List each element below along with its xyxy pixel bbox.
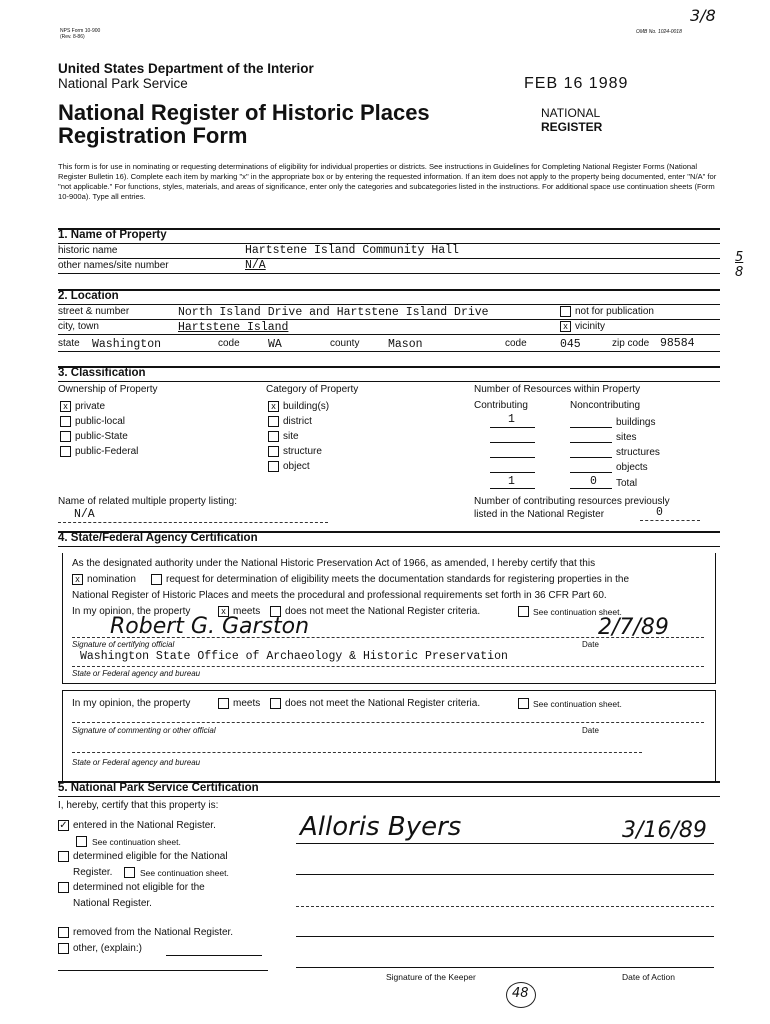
noncontributing-objects-line (570, 472, 612, 473)
row-total-label: Total (616, 478, 638, 489)
previously-listed-label1: Number of contributing resources previously (474, 496, 670, 507)
section1-heading: 1. Name of Property (58, 229, 167, 241)
certifying-date-label: Date (582, 640, 599, 649)
comment-does-not-meet-checkbox[interactable] (270, 698, 281, 709)
certifying-date-value: 2/7/89 (598, 615, 669, 640)
contributing-heading: Contributing (474, 400, 528, 411)
contributing-structures-line (490, 457, 535, 458)
other-signature-line (296, 967, 714, 968)
contributing-total-value: 1 (508, 475, 515, 488)
ownership-heading: Ownership of Property (58, 384, 158, 395)
section2-heading-rule (58, 304, 720, 305)
certifying-agency-label: State or Federal agency and bureau (72, 669, 201, 678)
ownership-public-federal-checkbox[interactable] (60, 446, 71, 457)
eligible-continuation-label: See continuation sheet. (140, 868, 229, 878)
instructions-paragraph: This form is for use in nominating or requesting determinations of eligibility for individual properties or districts. See instructions in Guidelines for Completing National Register Forms (National Register Bulletin 16). Complete each item by marking "x" in the appropriate box or by entering the requested information. If an item does not apply to the property being documented, enter "N/A" for "not applicable." For functions, styles, materials, and areas of significance, enter only the categories and subcategories listed in the instructions. For additional space use continuation sheets (Form 10-900a). Type all entries. (58, 162, 717, 201)
other-names-value: N/A (245, 259, 266, 272)
removed-checkbox[interactable] (58, 927, 69, 938)
comment-date-label: Date (582, 726, 599, 735)
related-listing-line (58, 522, 328, 523)
state-code-value: WA (268, 338, 282, 351)
determined-not-eligible-label2: National Register. (73, 898, 152, 909)
category-structure-label: structure (283, 446, 322, 457)
state-rule (58, 351, 720, 352)
section2-top-rule (58, 289, 720, 291)
state-value: Washington (92, 338, 162, 351)
ownership-public-federal-label: public-Federal (75, 446, 139, 457)
eligible-signature-line (296, 874, 714, 875)
other-label: other, (explain:) (73, 943, 142, 954)
page-number: 48 (512, 986, 529, 1001)
comment-agency-label: State or Federal agency and bureau (72, 758, 201, 767)
eligible-continuation-checkbox[interactable] (124, 867, 135, 878)
action-date-value: 3/16/89 (622, 818, 707, 843)
category-structure-checkbox[interactable] (268, 446, 279, 457)
removed-label: removed from the National Register. (73, 927, 234, 938)
entered-label: entered in the National Register. (73, 820, 216, 831)
vicinity-checkbox[interactable]: x (560, 321, 571, 332)
other-names-label: other names/site number (58, 260, 169, 271)
county-label: county (330, 338, 360, 349)
comment-continuation-label: See continuation sheet. (533, 699, 622, 709)
related-listing-value: N/A (74, 508, 95, 521)
removed-signature-line (296, 936, 714, 937)
stamp-line1: NATIONAL (541, 106, 601, 120)
contributing-buildings-value: 1 (508, 413, 515, 426)
determined-eligible-label2: Register. (73, 867, 113, 878)
not-eligible-signature-line (296, 906, 714, 907)
determined-not-eligible-label1: determined not eligible for the (73, 882, 205, 893)
service-name: National Park Service (58, 76, 188, 91)
does-not-meet-label: does not meet the National Register criteria. (285, 606, 481, 617)
row-objects-label: objects (616, 462, 648, 473)
row-structures-label: structures (616, 447, 660, 458)
determined-not-eligible-checkbox[interactable] (58, 882, 69, 893)
noncontributing-structures-line (570, 457, 612, 458)
ownership-public-state-checkbox[interactable] (60, 431, 71, 442)
ownership-private-label: private (75, 401, 106, 412)
form-title-line2: Registration Form (58, 123, 248, 148)
section4-heading: 4. State/Federal Agency Certification (58, 532, 258, 544)
street-label: street & number (58, 306, 130, 317)
keeper-signature-label: Signature of the Keeper (386, 972, 476, 982)
form-title-line1: National Register of Historic Places (58, 100, 430, 125)
comment-does-not-meet-label: does not meet the National Register criteria. (285, 698, 481, 709)
other-explain-line2 (58, 970, 268, 971)
historic-name-rule (58, 258, 720, 259)
cert-text-line1: As the designated authority under the National Historic Preservation Act of 1966, as amended, I hereby certify that this (72, 558, 596, 569)
stamp-line2: REGISTER (541, 120, 603, 134)
category-building-checkbox[interactable]: x (268, 401, 279, 412)
entered-continuation-checkbox[interactable] (76, 836, 87, 847)
contributing-objects-line (490, 472, 535, 473)
ownership-public-local-label: public-local (75, 416, 126, 427)
category-object-label: object (283, 461, 310, 472)
city-rule (58, 334, 720, 335)
noncontributing-sites-line (570, 442, 612, 443)
contributing-buildings-line (490, 427, 535, 428)
request-checkbox[interactable] (151, 574, 162, 585)
section5-heading: 5. National Park Service Certification (58, 782, 259, 794)
meets-checkbox[interactable]: x (218, 606, 229, 617)
determined-eligible-checkbox[interactable] (58, 851, 69, 862)
section3-top-rule (58, 366, 720, 368)
section3-heading: 3. Classification (58, 367, 146, 379)
certifying-signature: Robert G. Garston (110, 614, 310, 639)
row-buildings-label: buildings (616, 417, 656, 428)
county-value: Mason (388, 338, 423, 351)
certifying-signature-line (72, 637, 704, 638)
noncontributing-total-value: 0 (590, 475, 597, 488)
opinion-text: In my opinion, the property (72, 606, 191, 617)
category-site-label: site (283, 431, 299, 442)
ownership-private-checkbox[interactable]: x (60, 401, 71, 412)
nps-intro: I, hereby, certify that this property is: (58, 800, 219, 811)
resources-heading: Number of Resources within Property (474, 384, 641, 395)
comment-meets-checkbox[interactable] (218, 698, 229, 709)
form-number: NPS Form 10-900 (60, 28, 101, 34)
related-listing-label: Name of related multiple property listing: (58, 496, 237, 507)
comment-meets-label: meets (233, 698, 261, 709)
other-explain-line (166, 955, 262, 956)
category-district-checkbox[interactable] (268, 416, 279, 427)
entered-checkbox[interactable]: ✓ (59, 820, 68, 831)
street-value: North Island Drive and Hartstene Island Drive (178, 306, 489, 319)
determined-eligible-label1: determined eligible for the National (73, 851, 228, 862)
historic-name-label: historic name (58, 245, 118, 256)
city-label: city, town (58, 321, 99, 332)
county-code-label: code (505, 338, 527, 349)
street-rule (58, 319, 720, 320)
state-label: state (58, 338, 80, 349)
section2-heading: 2. Location (58, 290, 119, 302)
margin-note-top: 5 (735, 250, 744, 265)
received-date-stamp: FEB 16 1989 (524, 75, 629, 92)
certifying-agency-line (72, 666, 704, 667)
zip-label: zip code (612, 338, 650, 349)
entered-signature-line (296, 843, 714, 844)
category-building-label: building(s) (283, 401, 330, 412)
form-revision: (Rev. 8-86) (60, 34, 85, 40)
omb-number: OMB No. 1024-0018 (636, 29, 682, 35)
vicinity-label: vicinity (575, 321, 606, 332)
continuation-sheet-checkbox[interactable] (518, 606, 529, 617)
keeper-signature: Alloris Byers (300, 812, 462, 842)
category-heading: Category of Property (266, 384, 359, 395)
section3-heading-rule (58, 381, 720, 382)
comment-opinion-text: In my opinion, the property (72, 698, 191, 709)
category-district-label: district (283, 416, 312, 427)
entered-continuation-label: See continuation sheet. (92, 837, 181, 847)
section5-heading-rule (58, 796, 720, 797)
county-code-value: 045 (560, 338, 581, 351)
comment-agency-line (72, 752, 642, 753)
comment-continuation-checkbox[interactable] (518, 698, 529, 709)
meets-label: meets (233, 606, 261, 617)
row-sites-label: sites (616, 432, 637, 443)
margin-note-bottom: 8 (735, 265, 744, 280)
other-names-rule (58, 273, 720, 274)
continuation-sheet-label: See continuation sheet. (533, 607, 622, 617)
not-for-publication-checkbox[interactable] (560, 306, 571, 317)
previously-listed-line (640, 520, 700, 521)
nomination-label: nomination (87, 574, 136, 585)
not-for-publication-label: not for publication (575, 306, 654, 317)
state-code-label: code (218, 338, 240, 349)
category-object-checkbox[interactable] (268, 461, 279, 472)
contributing-sites-line (490, 442, 535, 443)
other-checkbox[interactable] (58, 943, 69, 954)
ownership-public-state-label: public-State (75, 431, 128, 442)
comment-signature-line (72, 722, 704, 723)
historic-name-value: Hartstene Island Community Hall (245, 244, 459, 257)
cert-text-line3: National Register of Historic Places and meets the procedural and professional requirements set forth in 36 CFR Part 60. (72, 590, 607, 601)
certifying-signature-label: Signature of certifying official (72, 640, 175, 649)
section4-heading-rule (58, 546, 720, 547)
contributing-total-line (490, 488, 535, 489)
previously-listed-value: 0 (656, 506, 663, 519)
comment-signature-label: Signature of commenting or other official (72, 726, 216, 735)
nomination-checkbox[interactable]: x (72, 574, 83, 585)
noncontributing-heading: Noncontributing (570, 400, 641, 411)
action-date-label: Date of Action (622, 972, 675, 982)
previously-listed-label2: listed in the National Register (474, 509, 605, 520)
corner-note: 3/8 (690, 6, 716, 25)
city-value: Hartstene Island (178, 321, 289, 334)
department-name: United States Department of the Interior (58, 61, 314, 76)
ownership-public-local-checkbox[interactable] (60, 416, 71, 427)
cert-text-line2: request for determination of eligibility meets the documentation standards for registering properties in the (166, 574, 630, 585)
noncontributing-total-line (570, 488, 612, 489)
certifying-agency-value: Washington State Office of Archaeology & Historic Preservation (80, 650, 508, 663)
noncontributing-buildings-line (570, 427, 612, 428)
category-site-checkbox[interactable] (268, 431, 279, 442)
zip-value: 98584 (660, 337, 695, 350)
